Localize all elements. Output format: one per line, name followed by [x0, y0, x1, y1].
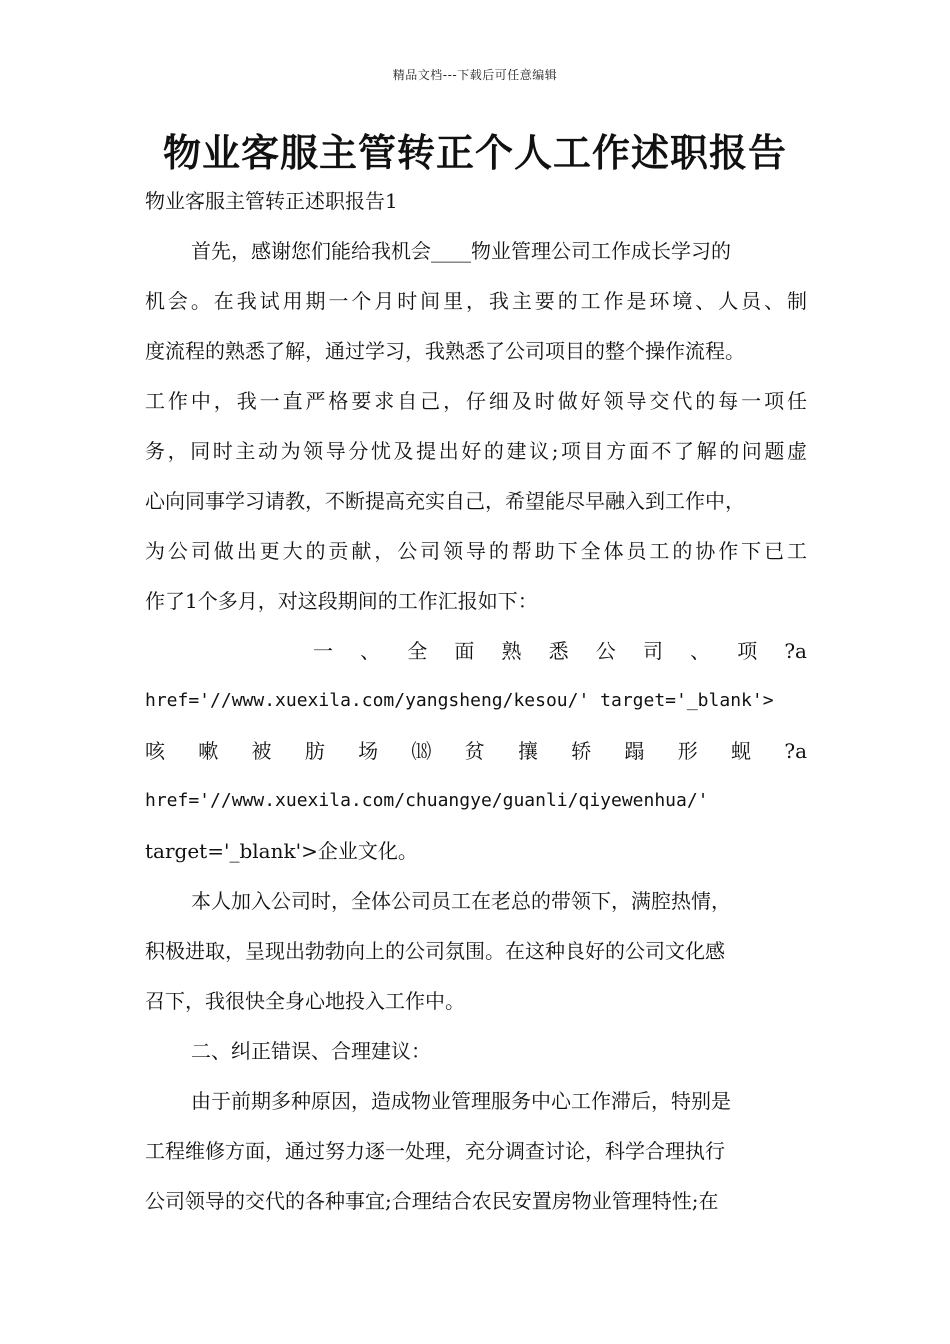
paragraph-line: 度流程的熟悉了解，通过学习，我熟悉了公司项目的整个操作流程。 — [145, 339, 745, 363]
document-title: 物业客服主管转正个人工作述职报告 — [162, 131, 787, 175]
section-heading-line: 一 、 全 面 熟 悉 公 司 、 项 ?a — [313, 639, 807, 663]
document-subtitle: 物业客服主管转正述职报告1 — [145, 189, 398, 213]
paragraph-line: 为公司做出更大的贡献，公司领导的帮助下全体员工的协作下已工 — [145, 539, 807, 563]
paragraph-line: 积极进取，呈现出勃勃向上的公司氛围。在这种良好的公司文化感 — [145, 939, 725, 963]
paragraph-line: 召下，我很快全身心地投入工作中。 — [145, 989, 465, 1013]
paragraph-line: 务，同时主动为领导分忧及提出好的建议;项目方面不了解的问题虚 — [145, 439, 807, 463]
link-markup-line: target='_blank'>企业文化。 — [145, 839, 418, 863]
paragraph-line: 作了1个多月，对这段期间的工作汇报如下： — [145, 589, 538, 613]
paragraph-line: 工作中，我一直严格要求自己，仔细及时做好领导交代的每一项任 — [145, 389, 807, 413]
section-heading-line: 二、纠正错误、合理建议： — [191, 1039, 431, 1063]
garbled-text-line: 咳 嗽 被 肪 场 ⒅ 贫 攘 轿 蹋 形 蚬 ?a — [145, 739, 807, 763]
paragraph-line: 心向同事学习请教，不断提高充实自己，希望能尽早融入到工作中， — [145, 489, 745, 513]
document-body — [145, 226, 807, 1226]
paragraph-line: 工程维修方面，通过努力逐一处理，充分调查讨论，科学合理执行 — [145, 1139, 725, 1163]
header-note: 精品文档---下载后可任意编辑 — [392, 68, 558, 82]
link-markup-line: href='//www.xuexila.com/chuangye/guanli/qiyewenhua/' — [145, 790, 709, 811]
paragraph-line: 机会。在我试用期一个月时间里，我主要的工作是环境、人员、制 — [145, 289, 807, 313]
paragraph-line: 本人加入公司时，全体公司员工在老总的带领下，满腔热情， — [191, 889, 731, 913]
paragraph-line: 首先，感谢您们能给我机会____物业管理公司工作成长学习的 — [191, 239, 731, 263]
link-markup-line: href='//www.xuexila.com/yangsheng/kesou/' target='_blank'> — [145, 690, 774, 711]
paragraph-line: 由于前期多种原因，造成物业管理服务中心工作滞后，特别是 — [191, 1089, 731, 1113]
paragraph-line: 公司领导的交代的各种事宜;合理结合农民安置房物业管理特性;在 — [145, 1189, 719, 1213]
